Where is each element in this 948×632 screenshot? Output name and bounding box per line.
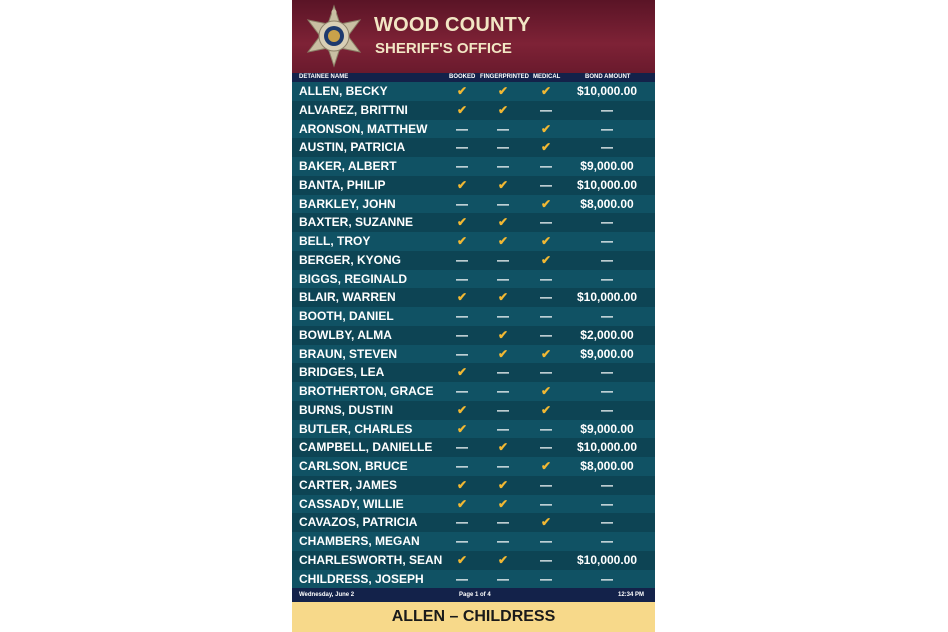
bond-amount: — (601, 215, 613, 230)
bond-amount: — (601, 515, 613, 530)
medical-check-icon: ✔ (540, 234, 552, 248)
detainee-name: BOOTH, DANIEL (299, 309, 394, 323)
booked-dash-icon: — (456, 515, 468, 530)
medical-check-icon: ✔ (540, 140, 552, 155)
medical-dash-icon: — (540, 290, 552, 305)
medical-dash-icon: — (540, 477, 552, 492)
table-row (292, 120, 655, 139)
bond-amount: $8,000.00 (580, 196, 634, 211)
footer-page-indicator: Page 1 of 4 (459, 592, 491, 598)
medical-dash-icon: — (540, 496, 552, 511)
table-row (292, 288, 655, 307)
fingerprinted-dash-icon: — (497, 459, 509, 473)
fingerprinted-dash-icon: — (497, 159, 509, 173)
medical-check-icon: ✔ (540, 84, 552, 98)
bond-amount: $9,000.00 (580, 346, 634, 361)
bond-amount: — (601, 571, 613, 586)
bond-amount: — (601, 102, 613, 117)
bond-amount: — (601, 384, 613, 398)
bond-amount: $10,000.00 (576, 177, 638, 192)
booked-dash-icon: — (456, 271, 468, 286)
fingerprinted-check-icon: ✔ (497, 215, 509, 230)
fingerprinted-dash-icon: — (497, 384, 509, 398)
medical-dash-icon: — (540, 271, 552, 286)
bond-amount: $2,000.00 (580, 327, 634, 342)
table-row (292, 82, 655, 101)
table-row (292, 138, 655, 157)
detainee-name: ARONSON, MATTHEW (299, 121, 428, 136)
bond-amount: $9,000.00 (580, 159, 634, 173)
detainee-name: CASSADY, WILLIE (299, 496, 404, 511)
detainee-name: CHARLESWORTH, SEAN (299, 552, 443, 567)
detainee-list (292, 82, 655, 588)
fingerprinted-dash-icon: — (497, 252, 509, 267)
detainee-name: BLAIR, WARREN (299, 290, 396, 305)
table-row (292, 401, 655, 420)
booked-check-icon: ✔ (456, 477, 468, 492)
medical-check-icon: ✔ (540, 384, 552, 398)
detainee-name: BANTA, PHILIP (299, 177, 386, 192)
bond-amount: — (601, 496, 613, 511)
detainee-name: CAVAZOS, PATRICIA (299, 515, 418, 530)
table-row (292, 382, 655, 401)
sheriff-star-badge-icon (304, 4, 364, 68)
detainee-name: BIGGS, REGINALD (299, 271, 408, 286)
table-row (292, 363, 655, 382)
fingerprinted-check-icon: ✔ (497, 346, 509, 361)
detainee-name: CARTER, JAMES (299, 477, 398, 492)
booked-dash-icon: — (456, 309, 468, 323)
medical-dash-icon: — (540, 102, 552, 117)
medical-check-icon: ✔ (540, 515, 552, 530)
detainee-name: ALLEN, BECKY (299, 84, 388, 98)
alphabet-range-banner: ALLEN – CHILDRESS (292, 602, 655, 632)
booked-check-icon: ✔ (456, 365, 468, 380)
booked-check-icon: ✔ (456, 84, 468, 98)
fingerprinted-dash-icon: — (497, 121, 509, 136)
office-title: SHERIFF'S OFFICE (375, 40, 512, 57)
table-row (292, 213, 655, 232)
table-row (292, 551, 655, 570)
medical-dash-icon: — (540, 552, 552, 567)
fingerprinted-check-icon: ✔ (497, 84, 509, 98)
board-header (292, 0, 655, 73)
bond-amount: $10,000.00 (576, 84, 638, 98)
medical-check-icon: ✔ (540, 402, 552, 417)
bond-amount: $10,000.00 (576, 552, 638, 567)
booked-check-icon: ✔ (456, 234, 468, 248)
detainee-name: BAXTER, SUZANNE (299, 215, 414, 230)
medical-check-icon: ✔ (540, 459, 552, 473)
footer-time: 12:34 PM (618, 592, 645, 598)
detainee-name: BROTHERTON, GRACE (299, 384, 434, 398)
county-title: WOOD COUNTY (374, 14, 531, 36)
medical-dash-icon: — (540, 327, 552, 342)
table-row (292, 251, 655, 270)
detainee-name: ALVAREZ, BRITTNI (299, 102, 408, 117)
bond-amount: — (601, 534, 613, 548)
column-header-bond: BOND AMOUNT (585, 74, 631, 80)
booked-check-icon: ✔ (456, 290, 468, 305)
fingerprinted-dash-icon: — (497, 309, 509, 323)
detainee-name: BERGER, KYONG (299, 252, 402, 267)
medical-check-icon: ✔ (540, 252, 552, 267)
booked-dash-icon: — (456, 159, 468, 173)
booked-dash-icon: — (456, 571, 468, 586)
fingerprinted-dash-icon: — (497, 515, 509, 530)
booked-dash-icon: — (456, 534, 468, 548)
medical-dash-icon: — (540, 177, 552, 192)
booked-check-icon: ✔ (456, 177, 468, 192)
fingerprinted-dash-icon: — (497, 196, 509, 211)
detainee-name: CAMPBELL, DANIELLE (299, 440, 433, 455)
detainee-name: BRAUN, STEVEN (299, 346, 398, 361)
bond-amount: $10,000.00 (576, 440, 638, 455)
bond-amount: $8,000.00 (580, 459, 634, 473)
medical-dash-icon: — (540, 365, 552, 380)
booked-check-icon: ✔ (456, 215, 468, 230)
fingerprinted-check-icon: ✔ (497, 327, 509, 342)
table-row (292, 457, 655, 476)
detainee-name: BARKLEY, JOHN (299, 196, 396, 211)
table-row (292, 495, 655, 514)
detainee-name: CHILDRESS, JOSEPH (299, 571, 424, 586)
detainee-board (292, 0, 655, 632)
medical-dash-icon: — (540, 440, 552, 455)
fingerprinted-dash-icon: — (497, 365, 509, 380)
fingerprinted-check-icon: ✔ (497, 234, 509, 248)
table-row (292, 101, 655, 120)
fingerprinted-check-icon: ✔ (497, 177, 509, 192)
bond-amount: — (601, 365, 613, 380)
booked-dash-icon: — (456, 440, 468, 455)
fingerprinted-dash-icon: — (497, 571, 509, 586)
booked-check-icon: ✔ (456, 402, 468, 417)
fingerprinted-check-icon: ✔ (497, 552, 509, 567)
bond-amount: $9,000.00 (580, 421, 634, 436)
medical-check-icon: ✔ (540, 196, 552, 211)
booked-dash-icon: — (456, 140, 468, 155)
board-footer (292, 588, 655, 602)
footer-date: Wednesday, June 2 (299, 592, 355, 598)
fingerprinted-dash-icon: — (497, 402, 509, 417)
table-row (292, 532, 655, 551)
column-header-medical: MEDICAL (533, 74, 561, 80)
bond-amount: — (601, 252, 613, 267)
bond-amount: — (601, 271, 613, 286)
booked-dash-icon: — (456, 346, 468, 361)
bond-amount: — (601, 477, 613, 492)
medical-dash-icon: — (540, 534, 552, 548)
fingerprinted-dash-icon: — (497, 140, 509, 155)
bond-amount: — (601, 121, 613, 136)
detainee-name: AUSTIN, PATRICIA (299, 140, 406, 155)
booked-dash-icon: — (456, 121, 468, 136)
bond-amount: — (601, 309, 613, 323)
table-row (292, 438, 655, 457)
medical-dash-icon: — (540, 159, 552, 173)
detainee-name: CHAMBERS, MEGAN (299, 534, 420, 548)
medical-dash-icon: — (540, 215, 552, 230)
bond-amount: — (601, 234, 613, 248)
table-row (292, 476, 655, 495)
fingerprinted-check-icon: ✔ (497, 477, 509, 492)
detainee-name: BOWLBY, ALMA (299, 327, 392, 342)
column-header-booked: BOOKED (449, 74, 476, 80)
detainee-name: BAKER, ALBERT (299, 159, 397, 173)
fingerprinted-check-icon: ✔ (497, 440, 509, 455)
detainee-name: BURNS, DUSTIN (299, 402, 394, 417)
table-row (292, 345, 655, 364)
fingerprinted-dash-icon: — (497, 534, 509, 548)
booked-check-icon: ✔ (456, 552, 468, 567)
detainee-name: CARLSON, BRUCE (299, 459, 408, 473)
fingerprinted-dash-icon: — (497, 271, 509, 286)
detainee-name: BRIDGES, LEA (299, 365, 385, 380)
fingerprinted-dash-icon: — (497, 421, 509, 436)
table-row (292, 176, 655, 195)
bond-amount: — (601, 402, 613, 417)
booked-dash-icon: — (456, 327, 468, 342)
booked-dash-icon: — (456, 384, 468, 398)
table-row (292, 326, 655, 345)
table-row (292, 570, 655, 589)
table-row (292, 270, 655, 289)
column-header-name: DETAINEE NAME (299, 74, 349, 80)
table-row (292, 420, 655, 439)
bond-amount: — (601, 140, 613, 155)
column-header-fingerprinted: FINGERPRINTED (480, 74, 530, 80)
column-header-bar (292, 73, 655, 82)
booked-dash-icon: — (456, 459, 468, 473)
table-row (292, 232, 655, 251)
detainee-name: BELL, TROY (299, 234, 371, 248)
medical-dash-icon: — (540, 571, 552, 586)
medical-dash-icon: — (540, 421, 552, 436)
medical-check-icon: ✔ (540, 346, 552, 361)
fingerprinted-check-icon: ✔ (497, 102, 509, 117)
bond-amount: $10,000.00 (576, 290, 638, 305)
medical-dash-icon: — (540, 309, 552, 323)
fingerprinted-check-icon: ✔ (497, 496, 509, 511)
booked-check-icon: ✔ (456, 421, 468, 436)
fingerprinted-check-icon: ✔ (497, 290, 509, 305)
booked-check-icon: ✔ (456, 102, 468, 117)
detainee-name: BUTLER, CHARLES (299, 421, 413, 436)
table-row (292, 157, 655, 176)
table-row (292, 195, 655, 214)
table-row (292, 513, 655, 532)
booked-dash-icon: — (456, 252, 468, 267)
booked-check-icon: ✔ (456, 496, 468, 511)
table-row (292, 307, 655, 326)
booked-dash-icon: — (456, 196, 468, 211)
medical-check-icon: ✔ (540, 121, 552, 136)
